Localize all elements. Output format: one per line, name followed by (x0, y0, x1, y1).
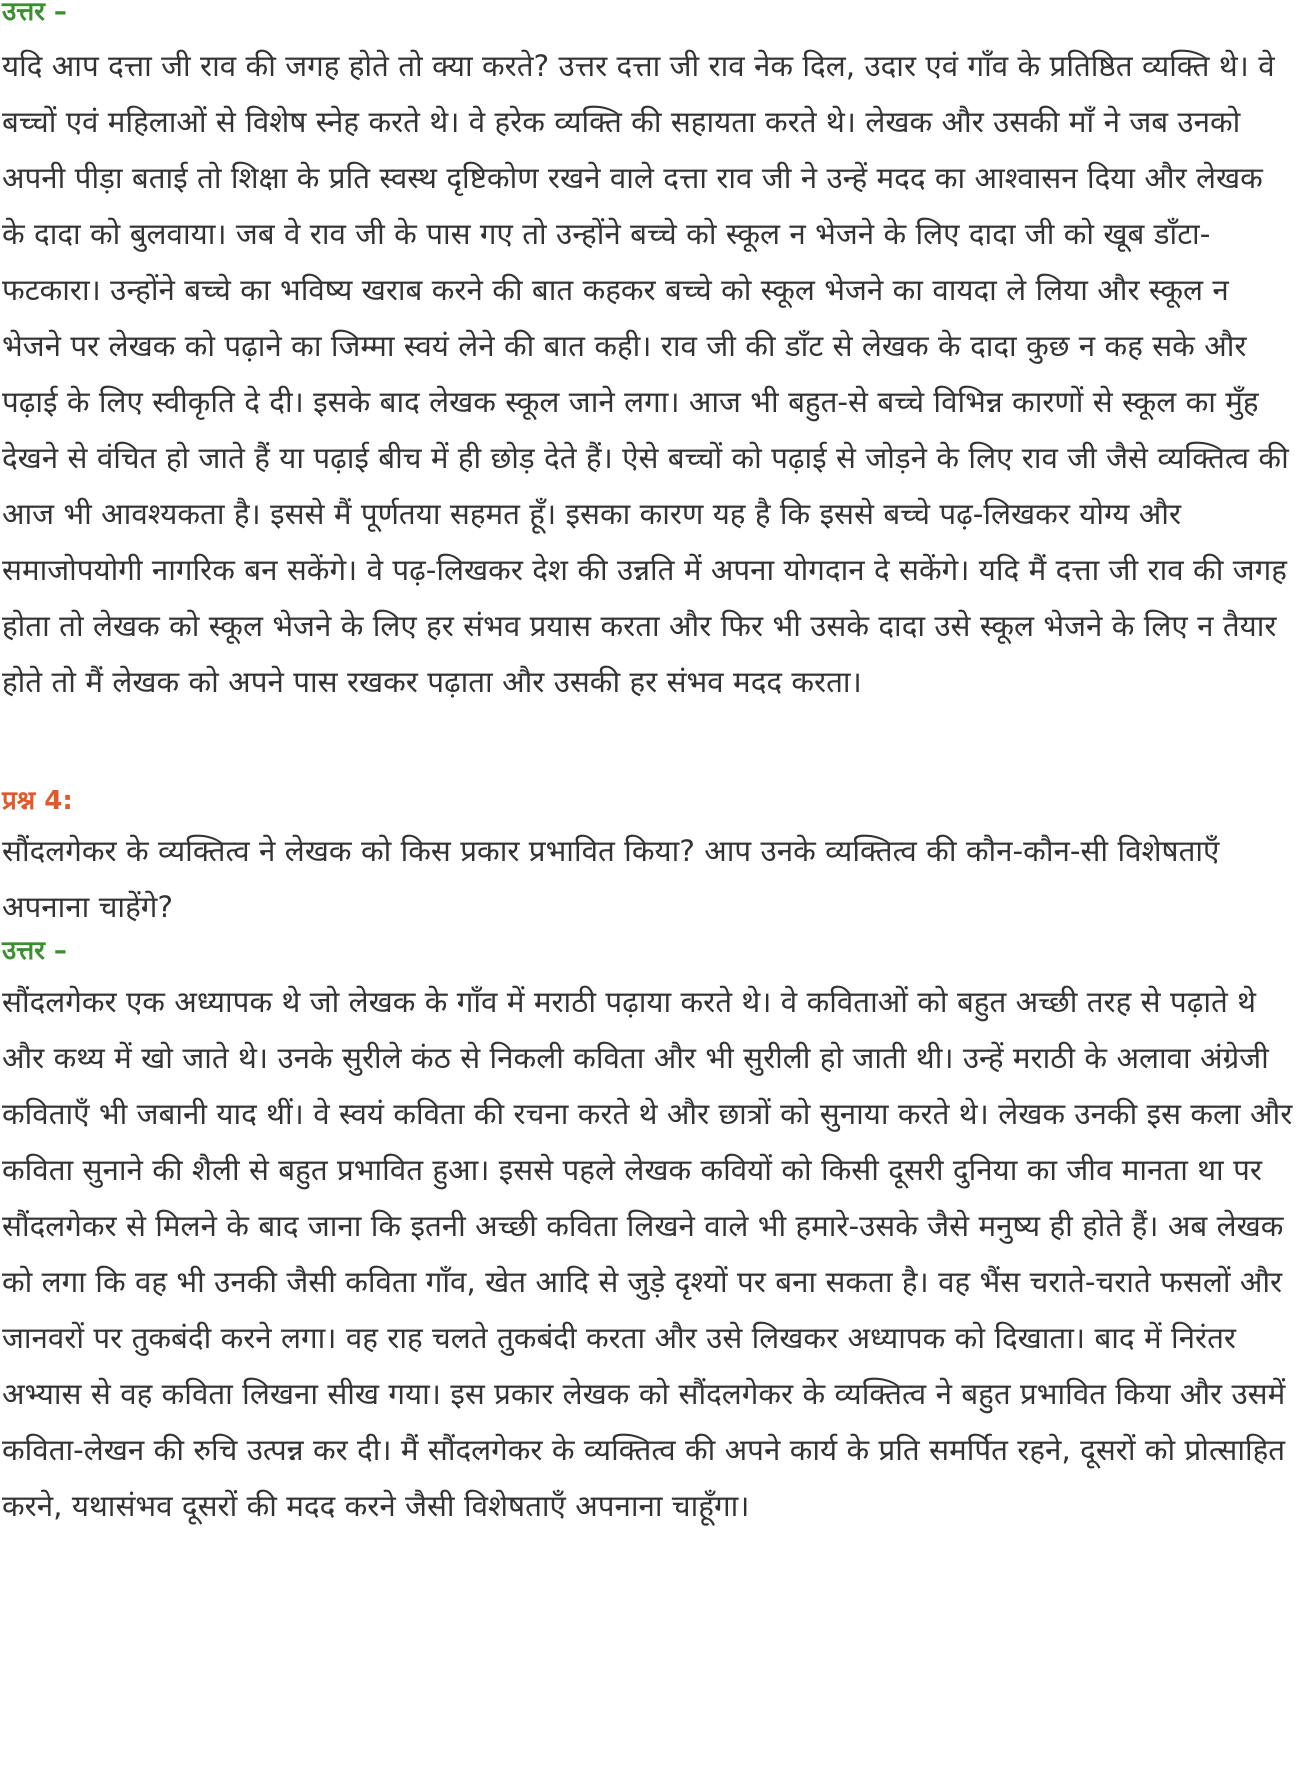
answer-2-paragraph: सौंदलगेकर एक अध्यापक थे जो लेखक के गाँव में मराठी पढ़ाया करते थे। वे कविताओं को बहुत अच्छी तरह से पढ़ाते थे और कथ्य में खो जाते थे। उनके सुरीले कंठ से निकली कविता और भी सुरीली हो जाती थी। उन्हें मराठी के अलावा अंग्रेजी कविताएँ भी जबानी याद थीं। वे स्वयं कविता की रचना करते थे और छात्रों को सुनाया करते थे। लेखक उनकी इस कला और कविता सुनाने की शैली से बहुत प्रभावित हुआ। इससे पहले लेखक कवियों को किसी दूसरी दुनिया का जीव मानता था पर सौंदलगेकर से मिलने के बाद जाना कि इतनी अच्छी कविता लिखने वाले भी हमारे-उसके जैसे मनुष्य ही होते हैं। अब लेखक को लगा कि वह भी उनकी जैसी कविता गाँव, खेत आदि से जुड़े दृश्यों पर बना सकता है। वह भैंस चराते-चराते फसलों और जानवरों पर तुकबंदी करने लगा। वह राह चलते तुकबंदी करता और उसे लिखकर अध्यापक को दिखाता। बाद में निरंतर अभ्यास से वह कविता लिखना सीख गया। इस प्रकार लेखक को सौंदलगेकर के व्यक्तित्व ने बहुत प्रभावित किया और उसमें कविता-लेखन की रुचि उत्पन्न कर दी। मैं सौंदलगेकर के व्यक्तित्व की अपने कार्य के प्रति समर्पित रहने, दूसरों को प्रोत्साहित करने, यथासंभव दूसरों की मदद करने जैसी विशेषताएँ अपनाना चाहूँगा। (2, 985, 1293, 1523)
answer-1-paragraph: यदि आप दत्ता जी राव की जगह होते तो क्या करते? उत्तर दत्ता जी राव नेक दिल, उदार एवं गाँव के प्रतिष्ठित व्यक्ति थे। वे बच्चों एवं महिलाओं से विशेष स्नेह करते थे। वे हरेक व्यक्ति की सहायता करते थे। लेखक और उसकी माँ ने जब उनको अपनी पीड़ा बताई तो शिक्षा के प्रति स्वस्थ दृष्टिकोण रखने वाले दत्ता राव जी ने उन्हें मदद का आश्वासन दिया और लेखक के दादा को बुलवाया। जब वे राव जी के पास गए तो उन्होंने बच्चे को स्कूल न भेजने के लिए दादा जी को खूब डाँटा-फटकारा। उन्होंने बच्चे का भविष्य खराब करने की बात कहकर बच्चे को स्कूल भेजने का वायदा ले लिया और स्कूल न भेजने पर लेखक को पढ़ाने का जिम्मा स्वयं लेने की बात कही। राव जी की डाँट से लेखक के दादा कुछ न कह सके और पढ़ाई के लिए स्वीकृति दे दी। इसके बाद लेखक स्कूल जाने लगा। आज भी बहुत-से बच्चे विभिन्न कारणों से स्कूल का मुँह देखने से वंचित हो जाते हैं या पढ़ाई बीच में ही छोड़ देते हैं। ऐसे बच्चों को पढ़ाई से जोड़ने के लिए राव जी जैसे व्यक्तित्व की आज भी आवश्यकता है। इससे मैं पूर्णतया सहमत हूँ। इसका कारण यह है कि इससे बच्चे पढ़-लिखकर योग्य और समाजोपयोगी नागरिक बन सकेंगे। वे पढ़-लिखकर देश की उन्नति में अपना योगदान दे सकेंगे। यदि मैं दत्ता जी राव की जगह होता तो लेखक को स्कूल भेजने के लिए हर संभव प्रयास करता और फिर भी उसके दादा उसे स्कूल भेजने के लिए न तैयार होते तो मैं लेखक को अपने पास रखकर पढ़ाता और उसकी हर संभव मदद करता। (2, 49, 1289, 699)
answer-label-1: उत्तर – (2, 0, 67, 27)
question-label-4: प्रश्न 4: (2, 786, 73, 816)
answer-label-2: उत्तर – (2, 936, 67, 966)
question-4-paragraph: सौंदलगेकर के व्यक्तित्व ने लेखक को किस प्रकार प्रभावित किया? आप उनके व्यक्तित्व की कौन-कौन-सी विशेषताएँ अपनाना चाहेंगे? (2, 834, 1220, 924)
